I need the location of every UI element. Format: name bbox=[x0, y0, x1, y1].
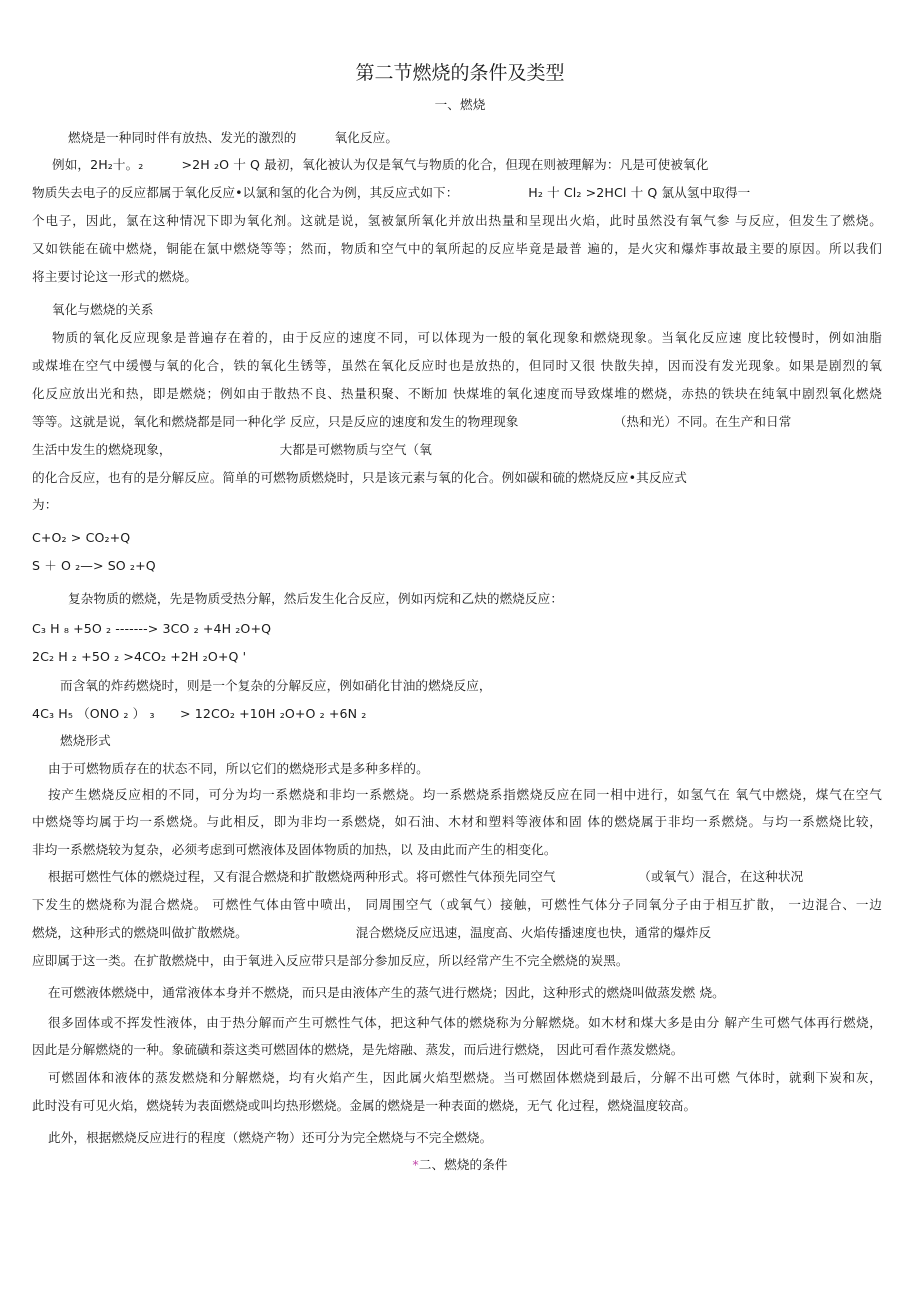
section-heading-text: 二、燃烧的条件 bbox=[418, 1157, 508, 1172]
paragraph-line: 下发生的燃烧称为混合燃烧。 可燃性气体由管中喷出， 同周围空气（或氧气）接触，可燃性气体分子同氧分子由于相互扩散， 一边混合、一边 bbox=[32, 897, 882, 912]
paragraph-line: 可燃固体和液体的蒸发燃烧和分解燃烧，均有火焰产生，因此属火焰型燃烧。当可燃固体燃烧到最后，分解不出可燃 气体时，就剩下炭和灰， bbox=[48, 1070, 882, 1085]
equation: 2C₂ H ₂ +5O ₂ >4CO₂ +2H ₂O+Q ' bbox=[32, 649, 247, 664]
paragraph-line: 很多固体或不挥发性液体，由于热分解而产生可燃性气体，把这种气体的燃烧称为分解燃烧。如木材和煤大多是由分 解产生可燃气体再行燃烧， bbox=[48, 1015, 882, 1030]
paragraph-line: 根据可燃性气体的燃烧过程，又有混合燃烧和扩散燃烧两种形式。将可燃性气体预先同空气 （或氧气）混合，在这种状况 bbox=[48, 869, 804, 884]
paragraph-line: 而含氧的炸药燃烧时，则是一个复杂的分解反应，例如硝化甘油的燃烧反应， bbox=[60, 678, 492, 693]
paragraph-line: 将主要讨论这一形式的燃烧。 bbox=[32, 269, 198, 284]
paragraph-line: 燃烧是一种同时伴有放热、发光的激烈的 氧化反应。 bbox=[68, 130, 399, 145]
subheading-oxidation: 氧化与燃烧的关系 bbox=[52, 302, 154, 317]
paragraph-line: 物质的氧化反应现象是普遍存在着的，由于反应的速度不同，可以体现为一般的氧化现象和燃烧现象。当氧化反应速 度比较慢时，例如油脂 bbox=[52, 330, 882, 345]
paragraph-line: 非均一系燃烧较为复杂，必须考虑到可燃液体及固体物质的加热，以 及由此而产生的相变化。 bbox=[32, 842, 557, 857]
section-heading-conditions bbox=[0, 1157, 920, 1173]
equation: 4C₃ H₅ （ONO ₂ ） ₃ > 12CO₂ +10H ₂O+O ₂ +6N ₂ bbox=[32, 706, 367, 721]
paragraph-line: 此时没有可见火焰，燃烧转为表面燃烧或叫均热形燃烧。金属的燃烧是一种表面的燃烧，无气 化过程，燃烧温度较高。 bbox=[32, 1098, 697, 1113]
paragraph-line: 例如，2H₂十。₂ >2H ₂O 十 Q 最初，氧化被认为仅是氧气与物质的化合，但现在则被理解为：凡是可使被氧化 bbox=[52, 157, 709, 172]
paragraph-line: 复杂物质的燃烧，先是物质受热分解，然后发生化合反应，例如丙烷和乙炔的燃烧反应： bbox=[68, 591, 564, 606]
paragraph-line: 应即属于这一类。在扩散燃烧中，由于氧进入反应带只是部分参加反应，所以经常产生不完全燃烧的炭黑。 bbox=[32, 953, 629, 968]
paragraph-line: 化反应放出光和热，即是燃烧；例如由于散热不良、热量积聚、不断加 快煤堆的氧化速度而导致煤堆的燃烧，赤热的铁块在纯氧中剧烈氧化燃烧 bbox=[32, 386, 882, 401]
equation: S ＋ O ₂—> SO ₂+Q bbox=[32, 558, 156, 573]
paragraph-line: 此外，根据燃烧反应进行的程度（燃烧产物）还可分为完全燃烧与不完全燃烧。 bbox=[48, 1130, 493, 1145]
paragraph-line: 或煤堆在空气中缓慢与氧的化合，铁的氧化生锈等，虽然在氧化反应时也是放热的，但同时又很 快散失掉，因而没有发光现象。如果是剧烈的氧 bbox=[32, 358, 882, 373]
paragraph-line: 燃烧，这种形式的燃烧叫做扩散燃烧。 混合燃烧反应迅速，温度高、火焰传播速度也快，通常的爆炸反 bbox=[32, 925, 712, 940]
equation: C₃ H ₈ +5O ₂ -------> 3CO ₂ +4H ₂O+Q bbox=[32, 621, 272, 636]
paragraph-line: 因此是分解燃烧的一种。象硫磺和萘这类可燃固体的燃烧，是先熔融、蒸发，而后进行燃烧， 因此可看作蒸发燃烧。 bbox=[32, 1042, 684, 1057]
section-heading-combustion: 一、燃烧 bbox=[434, 97, 486, 112]
paragraph-line: 为： bbox=[32, 497, 58, 512]
paragraph-line: 在可燃液体燃烧中，通常液体本身并不燃烧，而只是由液体产生的蒸气进行燃烧；因此，这种形式的燃烧叫做蒸发燃 烧。 bbox=[48, 985, 725, 1000]
paragraph-line: 物质失去电子的反应都属于氧化反应•以氯和氢的化合为例，其反应式如下： H₂ 十 Cl₂ >2HCl 十 Q 氯从氢中取得一 bbox=[32, 185, 751, 200]
paragraph-line: 又如铁能在硫中燃烧，铜能在氯中燃烧等等；然而，物质和空气中的氧所起的反应毕竟是最普 遍的，是火灾和爆炸事故最主要的原因。所以我们 bbox=[32, 241, 882, 256]
paragraph-line: 等等。这就是说，氧化和燃烧都是同一种化学 反应，只是反应的速度和发生的物理现象 （热和光）不同。在生产和日常 bbox=[32, 414, 792, 429]
equation: C+O₂ > CO₂+Q bbox=[32, 530, 131, 545]
subheading-combustion-forms: 燃烧形式 bbox=[60, 733, 111, 748]
paragraph-line: 由于可燃物质存在的状态不同，所以它们的燃烧形式是多种多样的。 bbox=[48, 761, 429, 776]
paragraph-line: 按产生燃烧反应相的不同，可分为均一系燃烧和非均一系燃烧。均一系燃烧系指燃烧反应在同一相中进行，如氢气在 氧气中燃烧，煤气在空气 bbox=[48, 787, 882, 802]
page-title: 第二节燃烧的条件及类型 bbox=[355, 62, 565, 84]
paragraph-line: 生活中发生的燃烧现象， 大都是可燃物质与空气（氧 bbox=[32, 442, 432, 457]
asterisk-mark: * bbox=[412, 1157, 419, 1172]
paragraph-line: 的化合反应，也有的是分解反应。简单的可燃物质燃烧时，只是该元素与氧的化合。例如碳和硫的燃烧反应•其反应式 bbox=[32, 470, 687, 485]
paragraph-line: 中燃烧等均属于均一系燃烧。与此相反，即为非均一系燃烧，如石油、木材和塑料等液体和固 体的燃烧属于非均一系燃烧。与均一系燃烧比较， bbox=[32, 814, 882, 829]
paragraph-line: 个电子，因此，氯在这种情况下即为氧化剂。这就是说，氢被氯所氧化并放出热量和呈现出火焰，此时虽然没有氧气参 与反应，但发生了燃烧。 bbox=[32, 213, 882, 228]
